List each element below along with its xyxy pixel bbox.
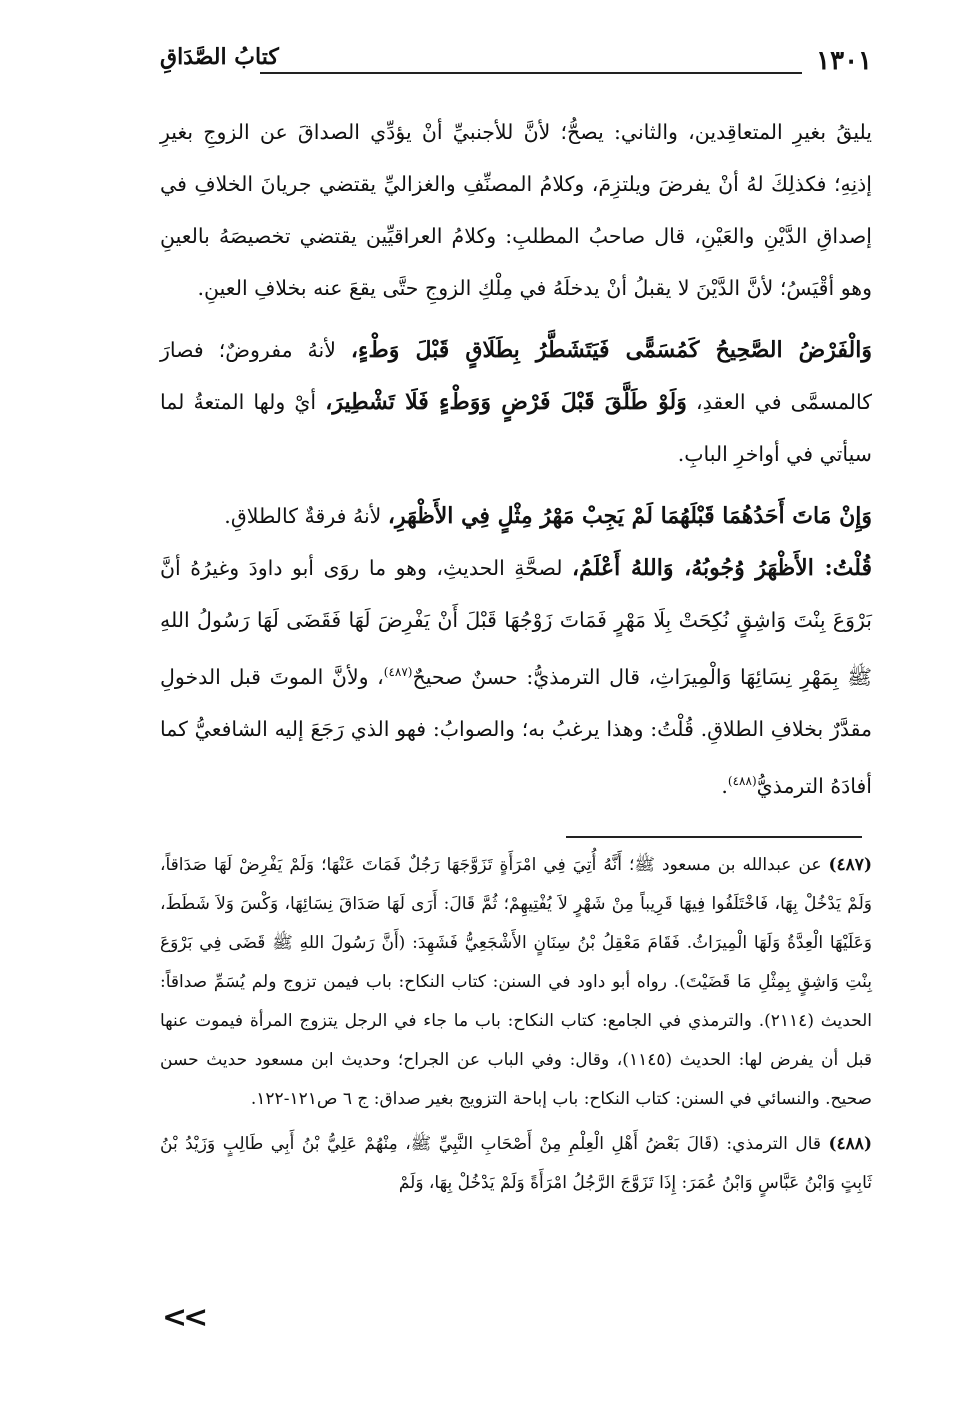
running-title: كتابُ الصَّدَاقِ	[160, 44, 279, 70]
sharh-text-3: لأنهُ فرقةٌ كالطلاقِ.	[224, 504, 388, 528]
header-rule	[260, 72, 802, 74]
qultu-text: قُلْتُ: الأَظْهَرُ وُجُوبُهُ، وَاللهُ أَعْلَمُ،	[572, 555, 872, 581]
continuation-mark: <<	[162, 1300, 205, 1335]
footnote-separator	[566, 836, 862, 838]
footnotes	[160, 846, 872, 1209]
paragraph-1	[160, 106, 872, 314]
page-number: ١٣٠١	[816, 46, 872, 76]
footnote-text-488: قال الترمذي: (قَالَ بَعْضُ أَهْلِ الْعِلْمِ مِنْ أَصْحَابِ النَّبِيِّ ﷺ، مِنْهُمْ عَلِيُّ بْنُ أَبِي طَالِبٍ وَزَيْدُ بْنُ ثَابِتٍ وَابْنُ عَبَّاسٍ وَابْنُ عُمَرَ: إِذَا تَزَوَّجَ الرَّجُلُ امْرَأَةً وَلَمْ يَدْخُلْ بِهَا، وَلَمْ	[160, 1134, 872, 1193]
qultu-sharh-2: ، ولأنَّ الموتَ قبل الدخولِ مقدَّرٌ بخلافِ الطلاقِ. قُلْتُ: وهذا يرغبُ به؛ والصوابُ: فهو الذي رَجَعَ إليه الشافعيُّ كما أفادَهُ الترمذيُّ	[160, 664, 872, 798]
footnote-number-487: (٤٨٧)	[828, 855, 872, 875]
main-text	[160, 106, 872, 822]
footnote-ref-487[interactable]: (٤٨٧)	[383, 665, 413, 679]
para1-text: يليقُ بغيرِ المتعاقِدين، والثاني: يصحُّ؛ لأنَّ للأجنبيِّ أنْ يؤدِّي الصداقَ عن الزوجِ بغيرِ إذنِهِ؛ فكذلِكَ لهُ أنْ يفرضَ ويلتزِمَ، وكلامُ المصنِّفِ والغزاليِّ يقتضي جريانَ الخلافِ في إصداقِ الدَّيْنِ والعَيْنِ، قال صاحبُ المطلبِ: وكلامُ العراقيِّين يقتضي تخصيصَهُ بالعينِ وهو أقْيَسُ؛ لأنَّ الدَّيْنَ لا يقبلُ أنْ يدخلَهُ في مِلْكِ الزوجِ حتَّى يقعَ عنه بخلافِ العينِ.	[160, 120, 872, 300]
sharh-text-2: أيْ ولها المتعةُ لما سيأتي في أواخرِ البابِ.	[160, 390, 872, 466]
paragraph-2	[160, 324, 872, 480]
footnote-487	[160, 846, 872, 1119]
end-dot: .	[721, 773, 728, 798]
qultu-sharh: لصحَّةِ الحديثِ، وهو ما روَى أبو داودَ وغيرُهُ أنَّ بَرْوَعَ بِنْتَ وَاشِقٍ نُكِحَتْ بِلَا مَهْرٍ فَمَاتَ زَوْجُهَا قَبْلَ أَنْ يَفْرِضَ لَهَا فَقَضَى لَهَا رَسُولُ اللهِ ﷺ بِمَهْرِ نِسَائِهَا وَالْمِيرَاثِ، قال الترمذيُّ: حسنٌ صحيحٌ	[160, 556, 872, 689]
paragraph-3	[160, 490, 872, 812]
footnote-488	[160, 1125, 872, 1203]
footnote-text-487: عن عبدالله بن مسعود ﷺ؛ أَنَّهُ أُتِيَ فِي امْرَأَةٍ تَزَوَّجَهَا رَجُلٌ فَمَاتَ عَنْهَا؛ وَلَمْ يَفْرِضْ لَهَا صَدَاقاً، وَلَمْ يَدْخُلْ بِهَا، فَاخْتَلَفُوا فِيهَا قَرِيباً مِنْ شَهْرٍ لاَ يُفْتِيهِمْ؛ ثُمَّ قَالَ: أَرَى لَهَا صَدَاقَ نِسَائِهَا، وَكْسَ وَلاَ شَطَطَ، وَعَلَيْهَا الْعِدَّةُ وَلَهَا الْمِيرَاثُ. فَقَامَ مَعْقِلُ بْنُ سِنَانٍ الأَشْجَعِيُّ فَشَهِدَ: (أَنَّ رَسُولَ اللهِ ﷺ قَضَى فِي بَرْوَعَ بِنْتِ وَاشِقٍ بِمِثْلِ مَا قَضَيْتَ). رواه أبو داود في السنن: كتاب النكاح: باب فيمن تزوج ولم يُسَمِّ صداقاً: الحديث (٢١١٤). والترمذي في الجامع: كتاب النكاح: باب ما جاء في الرجل يتزوج المرأة فيموت عنها قبل أن يفرض لها: الحديث (١١٤٥)، وقال: وفي الباب عن الجراح؛ وحديث ابن مسعود حديث حسن صحيح. والنسائي في السنن: كتاب النكاح: باب إباحة التزويج بغير صداق: ج ٦ ص١٢١-١٢٢.	[160, 855, 873, 1109]
matn-text-2: وَلَوْ طَلَّقَ قَبْلَ فَرْضٍ وَوَطْءٍ فَلَا تَشْطِيرَ،	[325, 389, 687, 415]
sharh-text: لأنهُ مفروضٌ؛ فصارَ كالمسمَّى في العقدِ،	[160, 338, 872, 414]
matn-text-3: وَإِنْ مَاتَ أَحَدُهُمَا قَبْلَهُمَا لَمْ يَجِبْ مَهْرُ مِثْلٍ فِي الأَظْهَرِ،	[387, 503, 872, 529]
footnote-number-488: (٤٨٨)	[828, 1134, 872, 1154]
matn-text: وَالْفَرْضُ الصَّحِيحُ كَمُسَمًّى فَيَتَشَطَّرُ بِطَلَاقٍ قَبْلَ وَطْءٍ،	[350, 337, 872, 363]
footnote-ref-488[interactable]: (٤٨٨)	[727, 773, 757, 788]
page-header	[160, 42, 872, 82]
